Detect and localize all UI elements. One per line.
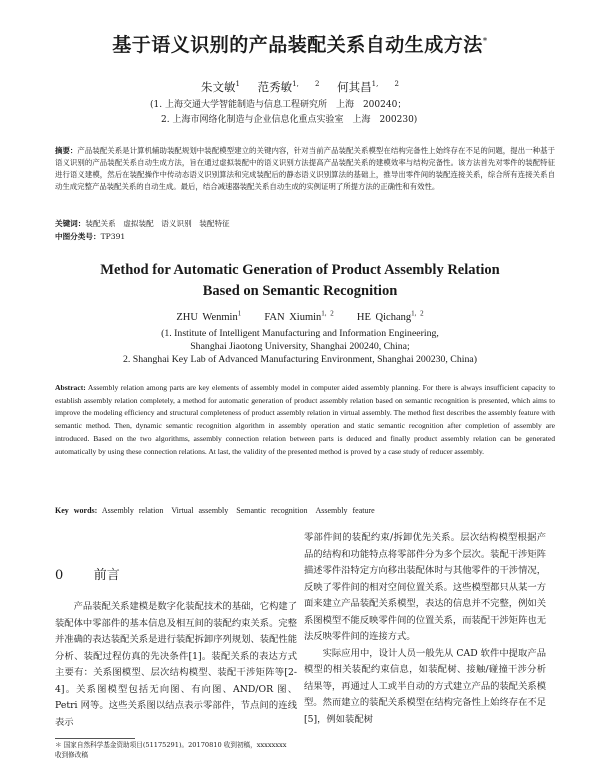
english-affiliation-2: Shanghai Jiaotong University, Shanghai 200240, China; bbox=[190, 341, 410, 352]
chinese-title-text: 基于语义识别的产品装配关系自动生成方法 bbox=[112, 34, 483, 56]
english-affiliation-3: 2. Shanghai Key Lab of Advanced Manufacturing Environment, Shanghai 200230, China) bbox=[123, 354, 477, 365]
english-abstract-label: Abstract: bbox=[55, 383, 86, 392]
author-cn-1: 朱文敏$^1$ bbox=[201, 80, 240, 94]
chinese-affiliation-2: 2. 上海市网络化制造与企业信息化重点实验室 上海 200230) bbox=[161, 115, 418, 125]
section-heading bbox=[55, 564, 120, 583]
author-en-2: FAN Xiumin$^{1, 2}$ bbox=[264, 309, 334, 323]
english-title-line-1: Method for Automatic Generation of Product Assembly Relation bbox=[100, 262, 500, 278]
english-keywords: Key words: Assembly relation Virtual assembly Semantic recognition Assembly feature bbox=[55, 506, 375, 515]
english-abstract-text: Assembly relation among parts are key elements of assembly model in computer aided assembly planning. For there is always insufficient capacity to establish assembly relation completely, a method for automatic generation of product assembly relation based on semantic recognition is presented, which aims to improve the modeling efficiency and structural completeness of product assembly relation in virtual assembly. The method first describes the assembly feature with semantic method. Then, dynamic semantic recognition algorithm in assembly operation and static semantic recognition after completion of assembly are introduced. Based on the two algorithms, assembly connection relation between parts is deduced and finally product assembly relation can be generated automatically by using these connection relations. At last, the validity of the presented method is proved by a case study of reducer assembly. bbox=[55, 383, 555, 456]
english-title bbox=[0, 260, 600, 302]
left-column-body: 产品装配关系建模是数字化装配技术的基础，它构建了装配体中零部件的基本信息及相互间的装配约束关系。完整并准确的表达装配关系是进行装配拆卸序列规划、装配性能分析、装配过程仿真的先决条件[1]。装配关系的表达方式主要有：关系图模型、层次结构模型、装配干涉矩阵等[2-4]。关系图模型包括无向图、有向图、AND/OR 图、Petri 网等。这些关系图以结点表示零部件，节点间的连线表示 bbox=[55, 601, 297, 728]
author-en-1: ZHU Wenmin$^1$ bbox=[176, 309, 242, 323]
section-number: 0 bbox=[55, 568, 64, 583]
footnote: ＊ 国家自然科学基金资助项目(51175291)。20170810 收到初稿，xxxxxxxx 收到修改稿 bbox=[55, 741, 287, 759]
right-column-body bbox=[304, 530, 546, 728]
english-abstract bbox=[55, 382, 555, 458]
chinese-title bbox=[0, 30, 600, 57]
clc-number: 中图分类号：TP391 bbox=[55, 232, 126, 241]
english-affiliation-1: (1. Institute of Intelligent Manufacturing and Information Engineering, bbox=[161, 328, 439, 339]
chinese-keywords: 关键词：装配关系 虚拟装配 语义识别 装配特征 bbox=[55, 219, 230, 228]
author-en-3: HE Qichang$^{1, 2}$ bbox=[356, 309, 424, 323]
section-title: 前言 bbox=[93, 568, 120, 583]
title-footnote-mark: * bbox=[482, 36, 488, 47]
author-cn-2: 范秀敏$^{1, 2}$ bbox=[257, 80, 320, 94]
english-title-line-2: Based on Semantic Recognition bbox=[202, 283, 398, 299]
author-cn-3: 何其昌$^{1, 2}$ bbox=[337, 80, 399, 94]
chinese-abstract-text: 产品装配关系是计算机辅助装配规划中装配模型建立的关键内容，针对当前产品装配关系模型在结构完备性上始终存在不足的问题，提出一种基于语义识别的产品装配关系自动生成方法，旨在通过虚拟装配中的语义识别方法提高产品装配关系的建模效率与结构完备性。该方法首先对零件的装配特征进行语义建模，然后在装配操作中传动态语义识别算法和完成装配后的静态语义识别算法的基础上，推导出零件间的装配连接关系，综合所有连接关系自动生成完整产品装配关系的自动生成。最后，结合减速器装配关系自动生成的实例证明了所提方法的正确性和有效性。 bbox=[55, 146, 555, 191]
right-column-paragraph-1: 零部件间的装配约束/拆卸优先关系。层次结构模型根据产品的结构和功能特点将零部件分为多个层次。装配干涉矩阵描述零件沿特定方向移出装配体时与其他零件的干涉情况，反映了零件间的相对空间位置关系。这些模型都只从某一方面来建立产品装配关系模型，表达的信息并不完整，例如关系图模型不能反映零件间的位置关系，而装配干涉矩阵也无法反映零件间的连接方式。 bbox=[304, 532, 546, 642]
english-authors bbox=[0, 309, 600, 323]
right-column-paragraph-2: 实际应用中，设计人员一般先从 CAD 软件中提取产品模型的相关装配约束信息，如装配树、接触/碰撞干涉分析结果等，再通过人工或半自动的方式建立产品的装配关系模型。然而建立的装配关系模型在结构完备性上始终存在不足[5]，例如装配树 bbox=[304, 647, 546, 725]
chinese-affiliation-1: (1. 上海交通大学智能制造与信息工程研究所 上海 200240； bbox=[150, 100, 407, 110]
chinese-abstract-label: 摘要： bbox=[55, 146, 78, 155]
chinese-authors bbox=[0, 79, 600, 95]
chinese-abstract bbox=[55, 145, 555, 193]
footnote-divider bbox=[55, 738, 135, 739]
